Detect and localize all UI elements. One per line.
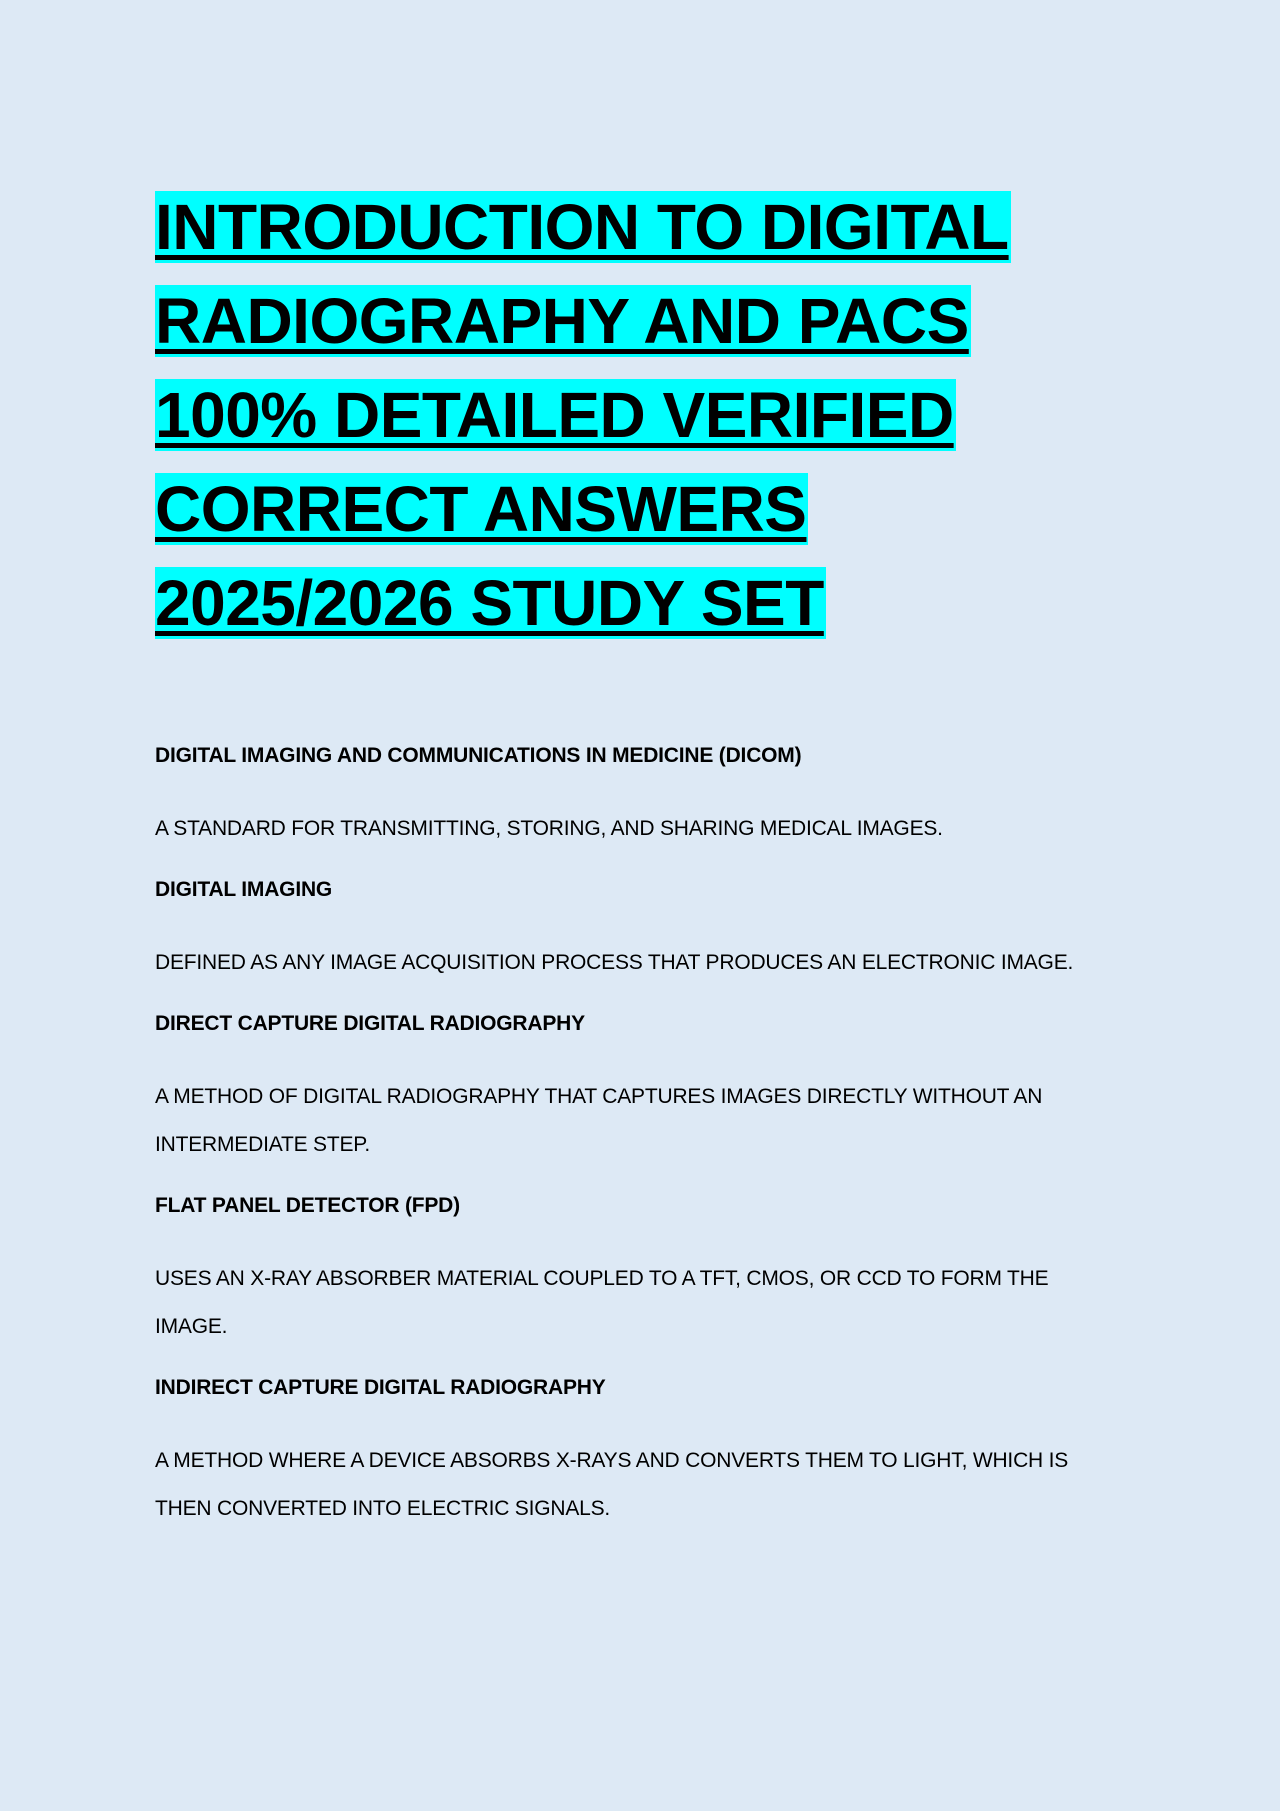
term-entry <box>155 1012 1125 1169</box>
term-heading: DIGITAL IMAGING <box>155 878 333 901</box>
title-line: RADIOGRAPHY AND PACS <box>155 285 969 357</box>
title-line: INTRODUCTION TO DIGITAL <box>155 191 1009 263</box>
document-title <box>155 180 1125 650</box>
term-list <box>155 744 1125 1533</box>
term-entry <box>155 744 1125 853</box>
term-entry <box>155 878 1125 987</box>
term-definition: A METHOD WHERE A DEVICE ABSORBS X-RAYS AND CONVERTS THEM TO LIGHT, WHICH IS THEN CONVERTED INTO ELECTRIC SIGNALS. <box>155 1449 1069 1520</box>
title-line: 2025/2026 STUDY SET <box>155 567 824 639</box>
term-entry <box>155 1376 1125 1533</box>
title-line: 100% DETAILED VERIFIED <box>155 379 954 451</box>
term-definition: USES AN X-RAY ABSORBER MATERIAL COUPLED TO A TFT, CMOS, OR CCD TO FORM THE IMAGE. <box>155 1267 1049 1338</box>
term-heading: INDIRECT CAPTURE DIGITAL RADIOGRAPHY <box>155 1376 606 1399</box>
term-heading: DIGITAL IMAGING AND COMMUNICATIONS IN MEDICINE (DICOM) <box>155 744 802 767</box>
term-definition: A STANDARD FOR TRANSMITTING, STORING, AND SHARING MEDICAL IMAGES. <box>155 817 943 840</box>
term-definition: DEFINED AS ANY IMAGE ACQUISITION PROCESS THAT PRODUCES AN ELECTRONIC IMAGE. <box>155 951 1074 974</box>
term-heading: DIRECT CAPTURE DIGITAL RADIOGRAPHY <box>155 1012 585 1035</box>
title-line: CORRECT ANSWERS <box>155 473 807 545</box>
term-entry <box>155 1194 1125 1351</box>
term-definition: A METHOD OF DIGITAL RADIOGRAPHY THAT CAPTURES IMAGES DIRECTLY WITHOUT AN INTERMEDIATE STEP. <box>155 1085 1043 1156</box>
term-heading: FLAT PANEL DETECTOR (FPD) <box>155 1194 460 1217</box>
